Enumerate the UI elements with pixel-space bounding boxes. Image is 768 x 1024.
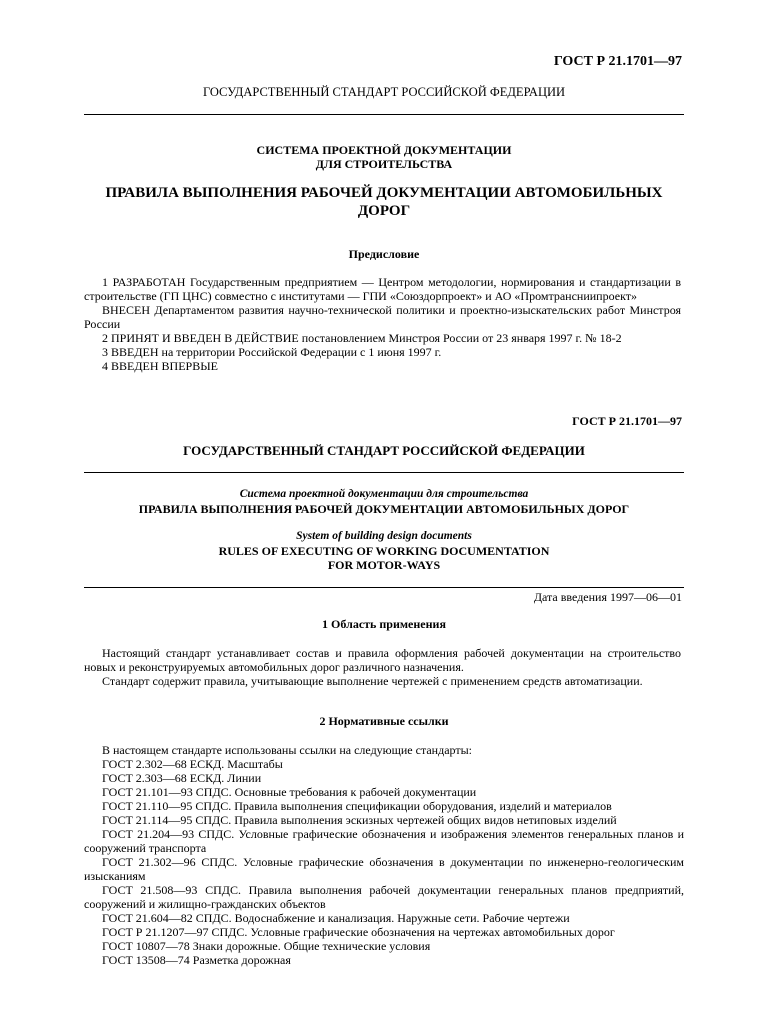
reference-item: ГОСТ 13508—74 Разметка дорожная — [102, 953, 291, 967]
section-1-heading: 1 Область применения — [322, 617, 446, 631]
foreword-item-1: 1 РАЗРАБОТАН Государственным предприятием — Центром методологии, нормирования и стандартизации в строительстве (ГП ЦНС) совместно с институтами — ГПИ «Союздорпроект» и АО «Промтрансниипроект» — [84, 275, 681, 303]
references-intro: В настоящем стандарте использованы ссылки на следующие стандарты: — [102, 743, 473, 757]
foreword-heading: Предисловие — [348, 247, 420, 261]
system-subtitle-ru: Система проектной документации для строительства — [239, 488, 529, 500]
main-title-line1: ПРАВИЛА ВЫПОЛНЕНИЯ РАБОЧЕЙ ДОКУМЕНТАЦИИ АВТОМОБИЛЬНЫХ — [105, 185, 663, 201]
foreword-item-4: 4 ВВЕДЕН ВПЕРВЫЕ — [102, 359, 218, 373]
state-standard-title-bold: ГОСУДАРСТВЕННЫЙ СТАНДАРТ РОССИЙСКОЙ ФЕДЕРАЦИИ — [183, 443, 585, 458]
standard-title-ru: ПРАВИЛА ВЫПОЛНЕНИЯ РАБОЧЕЙ ДОКУМЕНТАЦИИ АВТОМОБИЛЬНЫХ ДОРОГ — [138, 502, 630, 516]
reference-item: ГОСТ 21.508—93 СПДС. Правила выполнения рабочей документации генеральных планов предприятий, сооружений и жилищно-гражданских объектов — [84, 883, 684, 911]
reference-item: ГОСТ 2.302—68 ЕСКД. Масштабы — [102, 757, 283, 771]
system-title-line1: СИСТЕМА ПРОЕКТНОЙ ДОКУМЕНТАЦИИ — [256, 143, 512, 157]
reference-item: ГОСТ 21.604—82 СПДС. Водоснабжение и канализация. Наружные сети. Рабочие чертежи — [102, 911, 570, 925]
system-subtitle-en: System of building design documents — [296, 530, 472, 542]
document-code-repeat: ГОСТ Р 21.1701—97 — [572, 414, 682, 428]
reference-item: ГОСТ 10807—78 Знаки дорожные. Общие технические условия — [102, 939, 431, 953]
foreword-item-2: 2 ПРИНЯТ И ВВЕДЕН В ДЕЙСТВИЕ постановлением Минстроя России от 23 января 1997 г. № 18-2 — [102, 331, 622, 345]
reference-item: ГОСТ 2.303—68 ЕСКД. Линии — [102, 771, 262, 785]
divider — [84, 472, 684, 473]
reference-item: ГОСТ 21.302—96 СПДС. Условные графические обозначения в документации по инженерно-геологическим изысканиям — [84, 855, 684, 883]
section-1-paragraph-1: Настоящий стандарт устанавливает состав и правила оформления рабочей документации на строительство новых и реконструируемых автомобильных дорог различного назначения. — [84, 646, 681, 674]
reference-item: ГОСТ 21.114—95 СПДС. Правила выполнения эскизных чертежей общих видов нетиповых изделий — [102, 813, 617, 827]
system-title-line2: ДЛЯ СТРОИТЕЛЬСТВА — [315, 157, 453, 171]
reference-item: ГОСТ 21.204—93 СПДС. Условные графические обозначения и изображения элементов генеральных планов и сооружений транспорта — [84, 827, 684, 855]
divider — [84, 587, 684, 588]
section-1-body — [84, 646, 681, 688]
section-2-heading: 2 Нормативные ссылки — [319, 714, 449, 728]
state-standard-title: ГОСУДАРСТВЕННЫЙ СТАНДАРТ РОССИЙСКОЙ ФЕДЕРАЦИИ — [202, 85, 566, 99]
foreword-item-3: 3 ВВЕДЕН на территории Российской Федерации с 1 июня 1997 г. — [102, 345, 442, 359]
introduction-date: Дата введения 1997—06—01 — [533, 590, 682, 604]
reference-item: ГОСТ Р 21.1207—97 СПДС. Условные графические обозначения на чертежах автомобильных дорог — [102, 925, 615, 939]
reference-item: ГОСТ 21.101—93 СПДС. Основные требования к рабочей документации — [102, 785, 477, 799]
foreword-body — [84, 275, 681, 373]
normative-references-list — [84, 743, 684, 967]
foreword-item-1b: ВНЕСЕН Департаментом развития научно-технической политики и проектно-изыскательских работ Минстроя России — [84, 303, 681, 331]
document-code: ГОСТ Р 21.1701—97 — [553, 54, 682, 69]
divider — [84, 114, 684, 115]
reference-item: ГОСТ 21.110—95 СПДС. Правила выполнения спецификации оборудования, изделий и материалов — [102, 799, 612, 813]
main-title-line2: ДОРОГ — [357, 203, 411, 219]
standard-title-en-line1: RULES OF EXECUTING OF WORKING DOCUMENTATION — [218, 544, 550, 558]
standard-title-en-line2: FOR MOTOR-WAYS — [327, 558, 441, 572]
section-1-paragraph-2: Стандарт содержит правила, учитывающие выполнение чертежей с применением средств автоматизации. — [102, 674, 643, 688]
